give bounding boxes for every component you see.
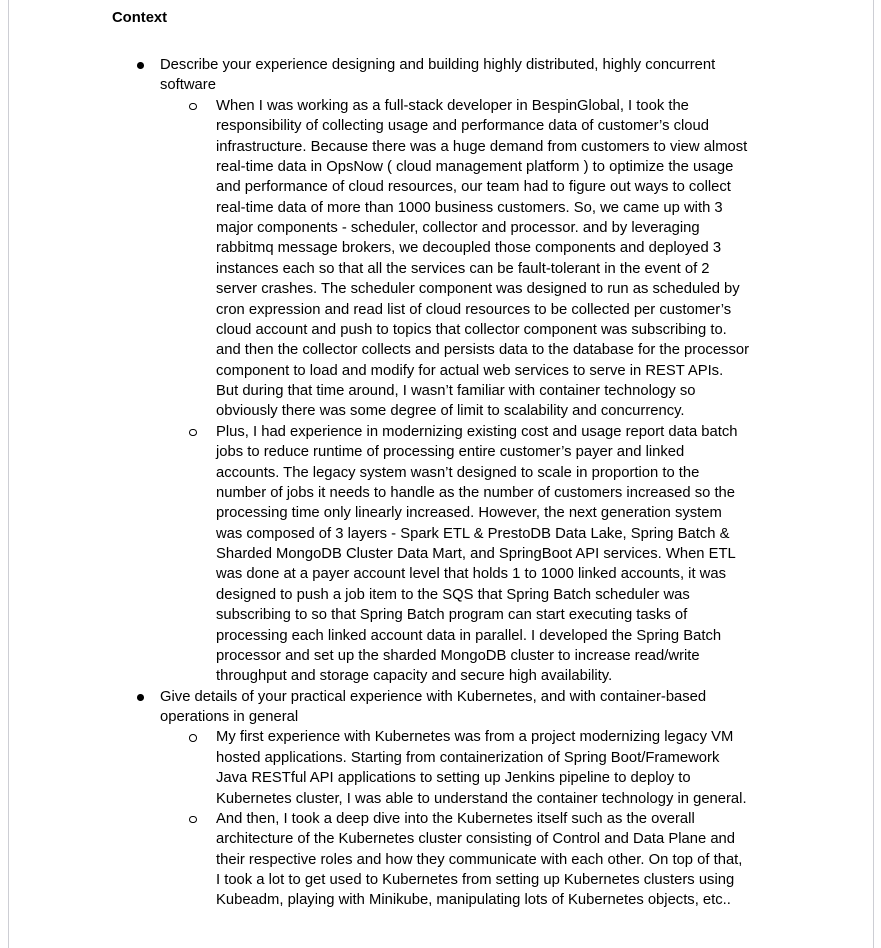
text-line: And then, I took a deep dive into the Kubernetes itself such as the overall [216,810,695,827]
bullet-list [9,55,873,911]
text-line: component to load and modify for actual web services to serve in REST APIs. [216,362,724,379]
text-line: hosted applications. Starting from containerization of Spring Boot/Framework [216,749,720,766]
text-line: throughput and storage capacity and secure high availability. [216,668,613,685]
bullet-disc-icon [137,62,144,69]
list-item-level-2 [9,809,873,911]
text-line: Kubeadm, playing with Minikube, manipulating lots of Kubernetes objects, etc.. [216,892,731,909]
text-line: cloud account and push to topics that collector component was subscribing to. [216,321,727,338]
bullet-disc-icon [137,694,144,701]
text-line: real-time data of more than 1000 business customers. So, we came up with 3 [216,199,723,216]
list-item-level-1 [9,55,873,96]
text-line: major components - scheduler, collector and processor. and by leveraging [216,220,700,236]
text-line: was done at a payer account level that holds 1 to 1000 linked accounts, it was [216,566,726,583]
text-line: processing each linked account data in parallel. I developed the Spring Batch [216,627,722,644]
text-line: processor and set up the sharded MongoDB cluster to increase read/write [216,647,700,664]
text-line: was composed of 3 layers - Spark ETL & PrestoDB Data Lake, Spring Batch & [216,525,730,542]
text-line: Plus, I had experience in modernizing existing cost and usage report data batch [216,423,738,440]
text-line: obviously there was some degree of limit to scalability and concurrency. [216,403,685,420]
text-line: But during that time around, I wasn’t familiar with container technology so [216,383,696,399]
text-line: their respective roles and how they communicate with each other. On top of that, [216,851,743,868]
text-line: server crashes. The scheduler component was designed to run as scheduled by [216,281,740,298]
text-line: subscribing to so that Spring Batch program can start executing tasks of [216,607,688,624]
text-line: responsibility of collecting usage and performance data of customer’s cloud [216,118,709,135]
text-line: cron expression and read list of cloud resources to be collected per customer’s [216,301,732,318]
text-line: I took a lot to get used to Kubernetes from setting up Kubernetes clusters using [216,872,735,888]
text-line: Give details of your practical experience with Kubernetes, and with container-based [160,688,707,705]
text-line: operations in general [160,709,299,725]
list-item-level-2 [9,96,873,422]
text-line: Describe your experience designing and building highly distributed, highly concurrent [160,57,716,73]
text-line: My first experience with Kubernetes was from a project modernizing legacy VM [216,729,734,746]
text-line: Kubernetes cluster, I was able to understand the container technology in general. [216,790,747,807]
list-item-level-2 [9,422,873,687]
text-line: rabbitmq message brokers, we decoupled those components and deployed 3 [216,240,722,257]
bullet-circle-icon [189,429,197,437]
bullet-circle-icon [189,103,197,111]
text-line: Java RESTful API applications to setting up Jenkins pipeline to deploy to [216,770,691,787]
bullet-circle-icon [189,816,197,824]
text-line: number of jobs it needs to handle as the number of customers increased so the [216,484,736,501]
list-item-level-1 [9,687,873,728]
text-line: jobs to reduce runtime of processing entire customer’s payer and linked [216,444,685,461]
text-line: instances each so that all the services can be fault-tolerant in the event of 2 [216,260,710,277]
list-item-level-2 [9,727,873,809]
text-line: accounts. The legacy system wasn’t designed to scale in proportion to the [216,464,700,481]
text-line: software [160,77,216,94]
text-line: and then the collector collects and persists data to the database for the processor [216,342,750,359]
text-line: designed to push a job item to the SQS that Spring Batch scheduler was [216,586,690,603]
text-line: When I was working as a full-stack developer in BespinGlobal, I took the [216,97,689,114]
section-heading: Context [112,10,168,26]
text-line: architecture of the Kubernetes cluster consisting of Control and Data Plane and [216,831,736,848]
text-line: Sharded MongoDB Cluster Data Mart, and SpringBoot API services. When ETL [216,546,736,562]
text-line: real-time data in OpsNow ( cloud management platform ) to optimize the usage [216,158,734,175]
text-line: and performance of cloud resources, our team had to figure out ways to collect [216,179,731,196]
document-page[interactable] [8,0,874,948]
text-line: infrastructure. Because there was a huge demand from customers to view almost [216,138,748,155]
bullet-circle-icon [189,734,197,742]
text-line: processing time only linearly increased. However, the next generation system [216,505,722,522]
